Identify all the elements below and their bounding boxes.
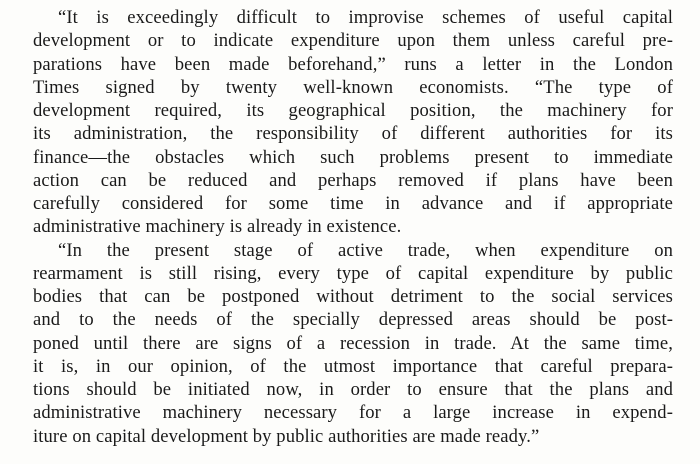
text-line: development or to indicate expenditure upon them unless careful pre- xyxy=(33,30,673,52)
paragraph-2 xyxy=(33,239,673,448)
text-line: it is, in our opinion, of the utmost importance that careful prepara- xyxy=(33,355,673,377)
text-line: rearmament is still rising, every type of capital expenditure by public xyxy=(33,262,673,284)
text-line: finance—the obstacles which such problems present to immediate xyxy=(33,146,673,168)
text-line: carefully considered for some time in advance and if appropriate xyxy=(33,193,673,214)
text-line: action can be reduced and perhaps removed if plans have been xyxy=(33,169,673,191)
text-line: poned until there are signs of a recession in trade. At the same time, xyxy=(33,332,673,354)
paragraph-1 xyxy=(33,6,673,239)
text-line: bodies that can be postponed without detriment to the social services xyxy=(33,286,673,307)
text-line: iture on capital development by public authorities are made ready.” xyxy=(33,425,540,447)
text-line: Times signed by twenty well-known economists. “The type of xyxy=(33,76,673,98)
text-line: administrative machinery is already in existence. xyxy=(33,216,402,238)
text-line: “In the present stage of active trade, when expenditure on xyxy=(58,239,673,261)
text-line: parations have been made beforehand,” runs a letter in the London xyxy=(33,53,673,75)
text-line: administrative machinery necessary for a large increase in expend- xyxy=(33,402,673,424)
quoted-letter-text xyxy=(33,6,673,448)
text-line: development required, its geographical position, the machinery for xyxy=(33,100,673,121)
text-line: “It is exceedingly difficult to improvise schemes of useful capital xyxy=(58,7,673,28)
text-line: tions should be initiated now, in order to ensure that the plans and xyxy=(33,379,673,400)
text-line: its administration, the responsibility of different authorities for its xyxy=(33,123,673,145)
text-line: and to the needs of the specially depressed areas should be post- xyxy=(33,309,673,331)
